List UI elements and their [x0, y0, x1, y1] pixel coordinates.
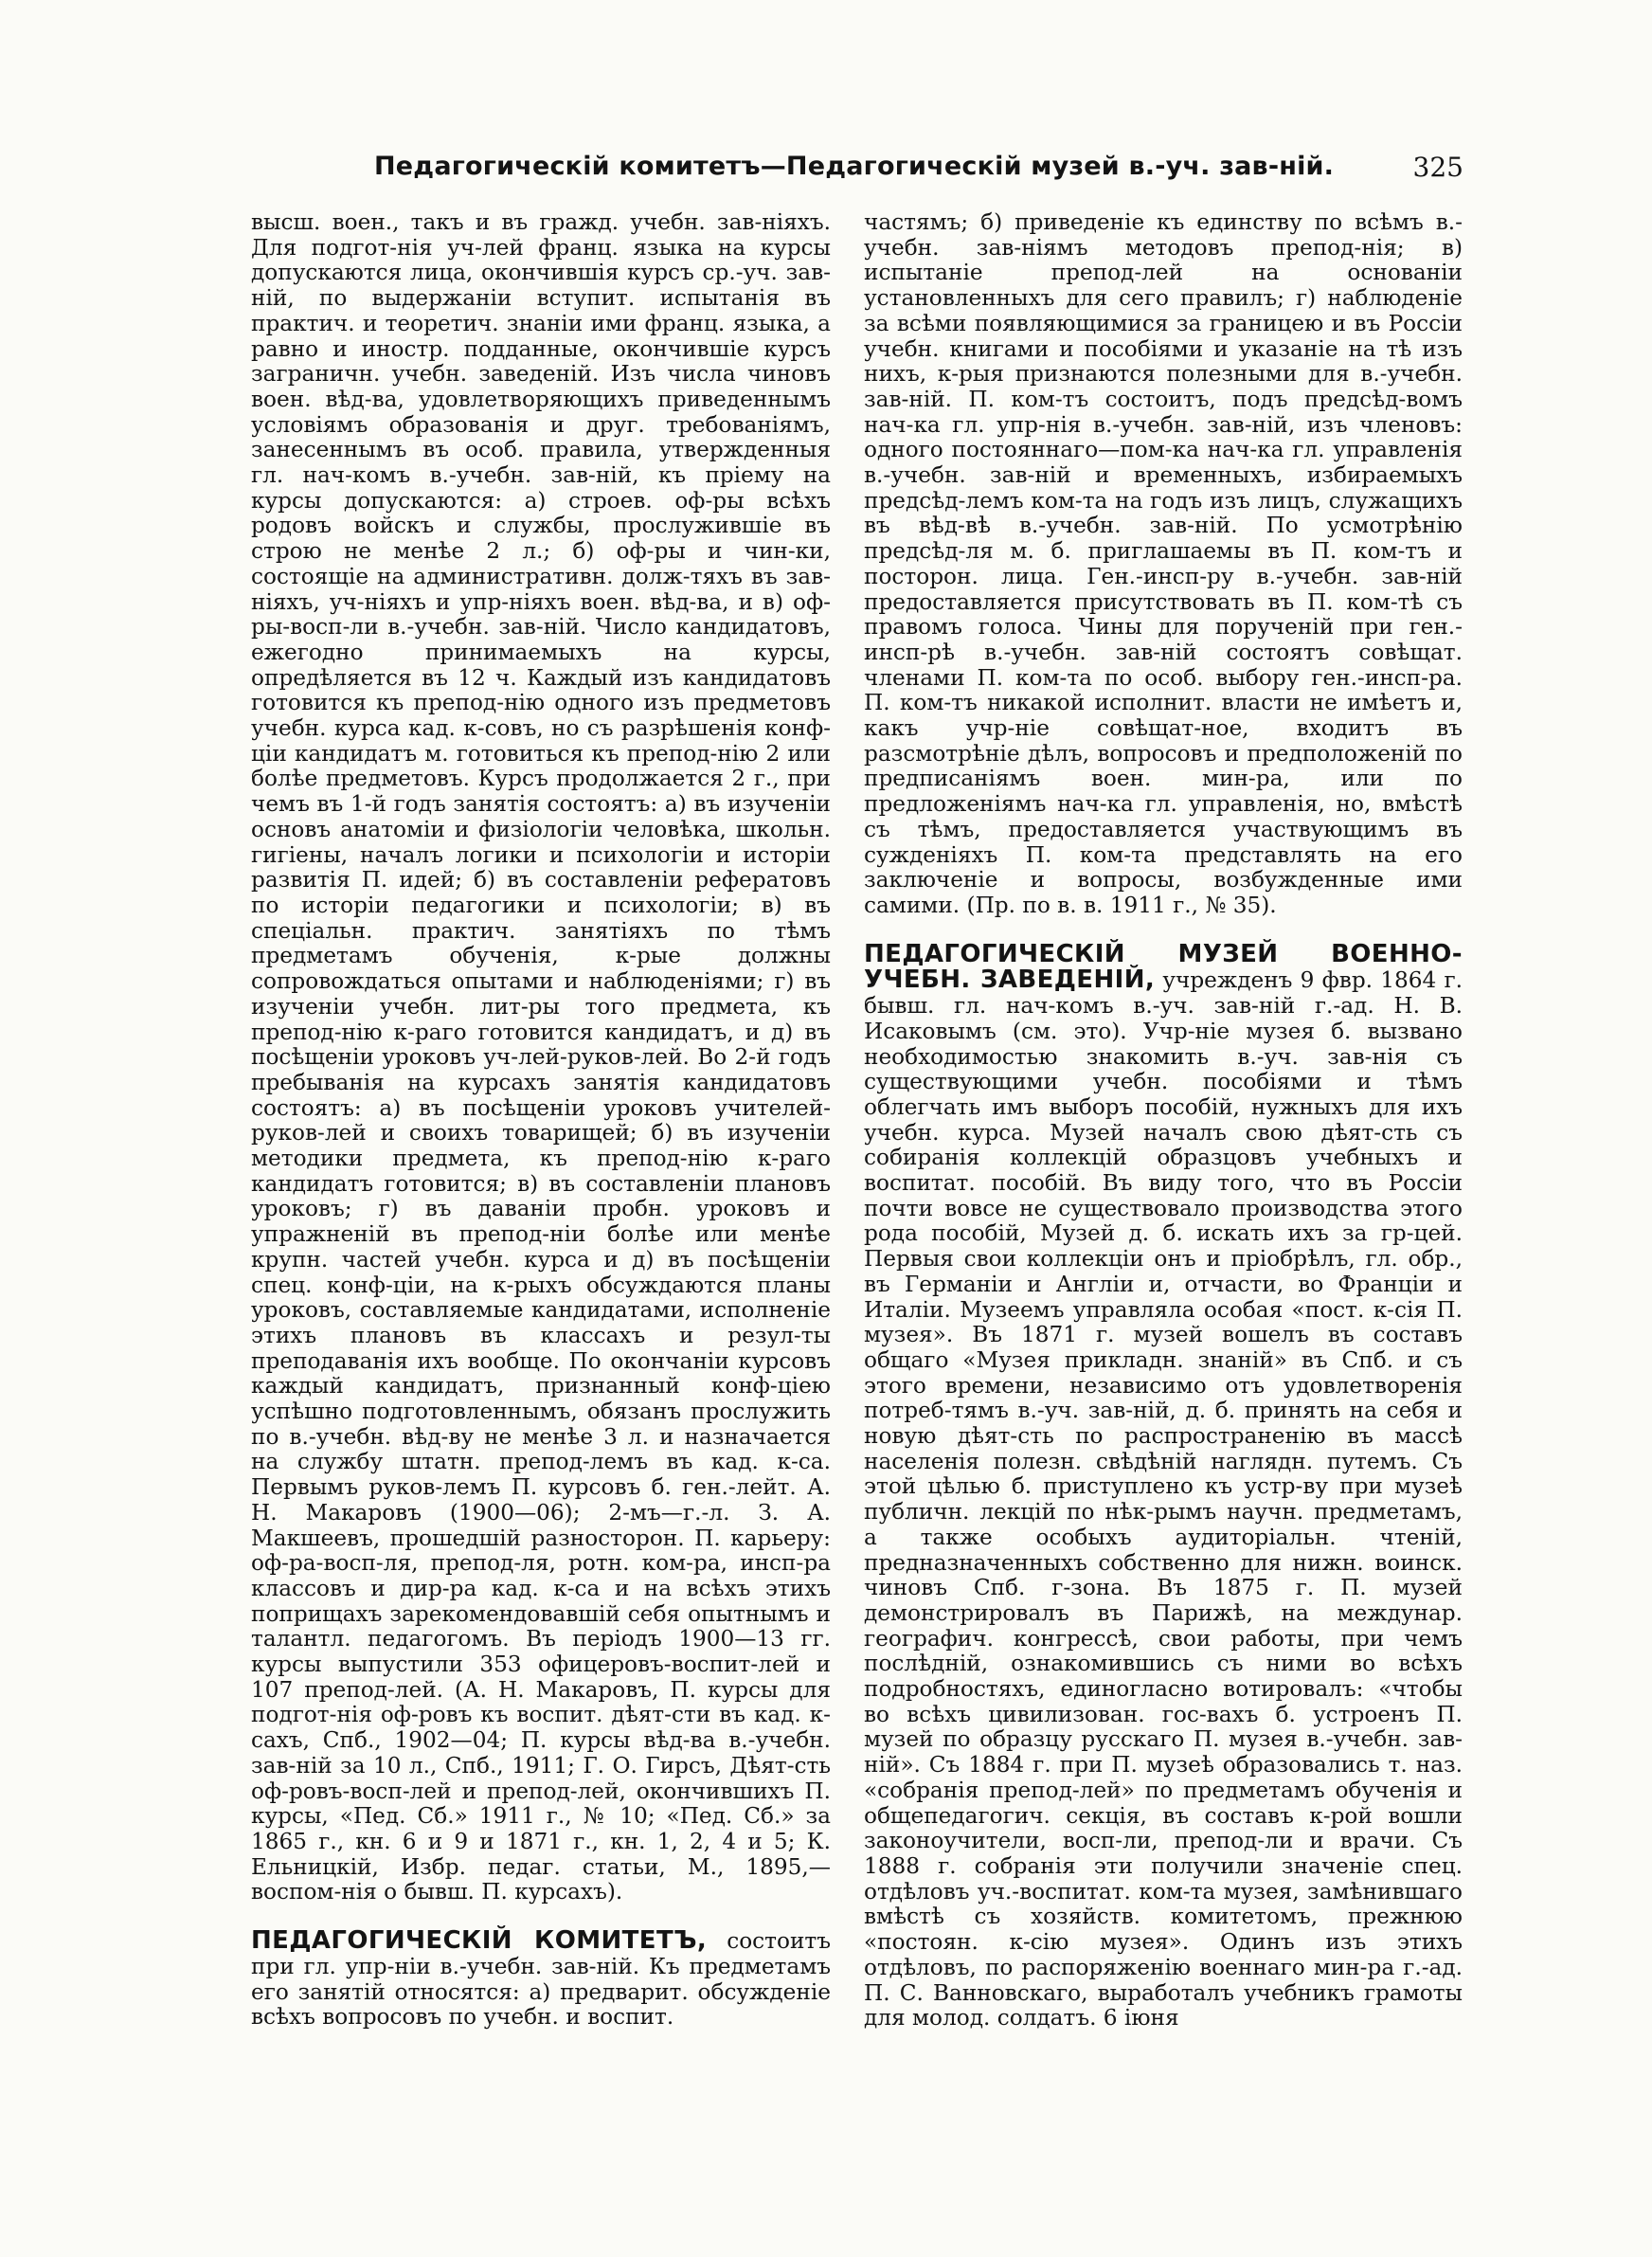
- courses-paragraph: высш. воен., такъ и въ гражд. учебн. зав-ніяхъ. Для подгот-нія уч-лей франц. языка на курсы допускаются лица, окончившія курсъ ср.-уч. зав-ній, по выдержаніи вступит. испытанія въ практич. и теоретич. знаніи ими франц. языка, а равно и иностр. подданные, окончившіе курсъ заграничн. учебн. заведеній. Изъ числа чиновъ воен. вѣд-ва, удовлетворяющихъ приведеннымъ условіямъ образованія и друг. требованіямъ, занесеннымъ въ особ. правила, утвержденныя гл. нач-комъ в.-учебн. зав-ній, къ пріему на курсы допускаются: а) строев. оф-ры всѣхъ родовъ войскъ и службы, прослужившіе въ строю не менѣе 2 л.; б) оф-ры и чин-ки, состоящіе на административн. долж-тяхъ въ зав-ніяхъ, уч-ніяхъ и упр-ніяхъ воен. вѣд-ва, и в) оф-ры-восп-ли в.-учебн. зав-ній. Число кандидатовъ, ежегодно принимаемыхъ на курсы, опредѣляется въ 12 ч. Каждый изъ кандидатовъ готовится къ препод-нію одного изъ предметовъ учебн. курса кад. к-совъ, но съ разрѣшенія конф-ціи кандидатъ м. готовиться къ препод-нію 2 или болѣе предметовъ. Курсъ продолжается 2 г., при чемъ въ 1-й годъ занятія состоятъ: а) въ изученіи основъ анатоміи и физіологіи человѣка, школьн. гигіены, началъ логики и психологіи и исторіи развитія П. идей; б) въ составленіи рефератовъ по исторіи педагогики и психологіи; в) въ спеціальн. практич. занятіяхъ по тѣмъ предметамъ обученія, к-рые должны сопровождаться опытами и наблюденіями; г) въ изученіи учебн. лит-ры того предмета, къ препод-нію к-раго готовится кандидатъ, и д) въ посѣщеніи уроковъ уч-лей-руков-лей. Во 2-й годъ пребыванія на курсахъ занятія кандидатовъ состоятъ: а) въ посѣщеніи уроковъ учителей-руков-лей и своихъ товарищей; б) въ изученіи методики предмета, къ препод-нію к-раго кандидатъ готовится; в) въ составленіи плановъ уроковъ; г) въ даваніи пробн. уроковъ и упражненій въ препод-ніи болѣе или менѣе крупн. частей учебн. курса и д) въ посѣщеніи спец. конф-ціи, на к-рыхъ обсуждаются планы уроковъ, составляемые кандидатами, исполненіе этихъ плановъ въ классахъ и резул-ты преподаванія ихъ вообще. По окончаніи курсовъ каждый кандидатъ, признанный конф-ціею успѣшно подготовленнымъ, обязанъ прослужить по в.-учебн. вѣд-ву не менѣе 3 л. и назначается на службу штатн. препод-лемъ въ кад. к-са. Первымъ руков-лемъ П. курсовъ б. ген.-лейт. А. Н. Макаровъ (1900—06); 2-мъ—г.-л. З. А. Макшеевъ, прошедшій разносторон. П. карьеру: оф-ра-восп-ля, препод-ля, ротн. ком-ра, инсп-ра классовъ и дир-ра кад. к-са и на всѣхъ этихъ поприщахъ зарекомендовавшій себя опытнымъ и талантл. педагогомъ. Въ періодъ 1900—13 гг. курсы выпустили 353 офицеровъ-воспит-лей и 107 препод-лей. (А. Н. Макаровъ, П. курсы для подгот-нія оф-ровъ къ воспит. дѣят-сти въ кад. к-сахъ, Спб., 1902—04; П. курсы вѣд-ва в.-учебн. зав-ній за 10 л., Спб., 1911; Г. О. Гирсъ, Дѣят-сть оф-ровъ-восп-лей и препод-лей, окончившихъ П. курсы, «Пед. Сб.» 1911 г., № 10; «Пед. Сб.» за 1865 г., кн. 6 и 9 и 1871 г., кн. 1, 2, 4 и 5; К. Ельницкій, Избр. педаг. статьи, М., 1895,—воспом-нія о бывш. П. курсахъ).: [251, 209, 831, 1905]
- museum-text: учрежденъ 9 фвр. 1864 г. бывш. гл. нач-комъ в.-уч. зав-ній г.-ад. Н. В. Исаковымъ (см. это). Учр-ніе музея б. вызвано необходимостью знакомить в.-уч. зав-нія съ существующими учебн. пособіями и тѣмъ облегчать имъ выборъ пособій, нужныхъ для ихъ учебн. курса. Музей началъ свою дѣят-сть съ собиранія коллекцій образцовъ учебныхъ и воспитат. пособій. Въ виду того, что въ Россіи почти вовсе не существовало производства этого рода пособій, Музей д. б. искать ихъ за гр-цей. Первыя свои коллекціи онъ и пріобрѣлъ, гл. обр., въ Германіи и Англіи и, отчасти, во Франціи и Италіи. Музеемъ управляла особая «пост. к-сія П. музея». Въ 1871 г. музей вошелъ въ составъ общаго «Музея прикладн. знаній» въ Спб. и съ этого времени, независимо отъ удовлетворенія потреб-тямъ в.-уч. зав-ній, д. б. принять на себя и новую дѣят-сть по распространенію въ массѣ населенія полезн. свѣдѣній наглядн. путемъ. Съ этой цѣлью б. приступлено къ устр-ву при музеѣ публичн. лекцій по нѣк-рымъ научн. предметамъ, а также особыхъ аудиторіальн. чтеній, предназначенныхъ собственно для нижн. воинск. чиновъ Спб. г-зона. Въ 1875 г. П. музей демонстрировалъ въ Парижѣ, на междунар. географич. конгрессѣ, свои работы, при чемъ послѣдній, ознакомившись съ ними во всѣхъ подробностяхъ, единогласно вотировалъ: «чтобы во всѣхъ цивилизован. гос-вахъ б. устроенъ П. музей по образцу русскаго П. музея в.-учебн. зав-ній». Съ 1884 г. при П. музеѣ образовались т. наз. «собранія препод-лей» по предметамъ обученія и общепедагогич. секція, въ составъ к-рой вошли законоучители, восп-ли, препод-ли и врачи. Съ 1888 г. собранія эти получили значеніе спец. отдѣловъ уч.-воспитат. ком-та музея, замѣнившаго вмѣстѣ съ хозяйств. комитетомъ, прежнюю «постоян. к-сію музея». Одинъ изъ этихъ отдѣловъ, по распоряженію военнаго мин-ра г.-ад. П. С. Ванновскаго, выработалъ учебникъ грамоты для молод. солдатъ. 6 іюня: [864, 967, 1463, 2031]
- page-header: [251, 152, 1463, 193]
- right-column: [864, 210, 1463, 2031]
- running-title: Педагогическій комитетъ—Педагогическій музей в.-уч. зав-ній.: [374, 152, 1335, 181]
- museum-entry: [864, 939, 1463, 2031]
- left-column: [251, 210, 831, 2031]
- committee-continued: частямъ; б) приведеніе къ единству по всѣмъ в.-учебн. зав-ніямъ методовъ препод-нія; в) испытаніе препод-лей на основаніи установленныхъ для сего правилъ; г) наблюденіе за всѣми появляющимися за границею и въ Россіи учебн. книгами и пособіями и указаніе на тѣ изъ нихъ, к-рыя признаются полезными для в.-учебн. зав-ній. П. ком-тъ состоитъ, подъ предсѣд-вомъ нач-ка гл. упр-нія в.-учебн. зав-ній, изъ членовъ: одного постояннаго—пом-ка нач-ка гл. управленія в.-учебн. зав-ній и временныхъ, избираемыхъ предсѣд-лемъ ком-та на годъ изъ лицъ, служащихъ въ вѣд-вѣ в.-учебн. зав-ній. По усмотрѣнію предсѣд-ля м. б. приглашаемы въ П. ком-тъ и посторон. лица. Ген.-инсп-ру в.-учебн. зав-ній предоставляется присутствовать въ П. ком-тѣ съ правомъ голоса. Чины для порученій при ген.-инсп-рѣ в.-учебн. зав-ній состоятъ совѣщат. членами П. ком-та по особ. выбору ген.-инсп-ра. П. ком-тъ никакой исполнит. власти не имѣетъ и, какъ учр-ніе совѣщат-ное, входитъ въ разсмотрѣніе дѣлъ, вопросовъ и предположеній по предписаніямъ воен. мин-ра, или по предложеніямъ нач-ка гл. управленія, но, вмѣстѣ съ тѣмъ, предоставляется участвующимъ въ сужденіяхъ П. ком-та представлять на его заключеніе и вопросы, возбужденные ими самими. (Пр. по в. в. 1911 г., № 35).: [864, 209, 1463, 918]
- committee-heading: ПЕДАГОГИЧЕСКІЙ КОМИТЕТЪ,: [251, 1926, 708, 1956]
- committee-entry: [251, 1928, 831, 2031]
- museum-heading: ПЕДАГОГИЧЕСКІЙ МУЗЕЙ ВОЕННО-УЧЕБН. ЗАВЕДЕНІЙ,: [864, 939, 1463, 995]
- page-number: 325: [1412, 152, 1463, 183]
- committee-text: состоитъ при гл. упр-ніи в.-учебн. зав-ній. Къ предметамъ его занятій относятся: а) предварит. обсужденіе всѣхъ вопросовъ по учебн. и воспит.: [251, 1928, 831, 2031]
